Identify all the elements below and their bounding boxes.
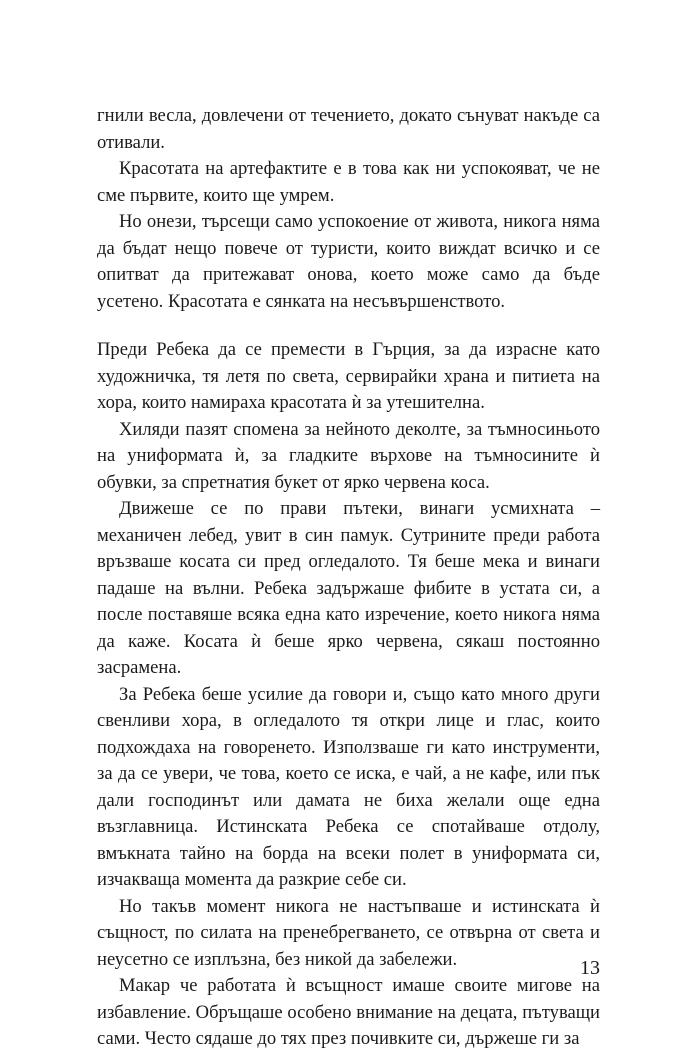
text-section-1: [97, 103, 600, 315]
paragraph: Но онези, търсещи само успокоение от живота, никога няма да бъдат нещо повече от туристи, които виждат всичко и се опитват да притежават онова, което може само да бъде усетено. Красотата е сянката на несъвършенството.: [97, 211, 600, 312]
text-section-2: [97, 337, 600, 1053]
paragraph: Макар че работата ѝ всъщност имаше своите мигове на избавление. Обръщаше особено внимание на децата, пътуващи сами. Често сядаше до тях през почивките си, държеше ги за: [97, 975, 600, 1049]
paragraph: Движеше се по прави пътеки, винаги усмихната – механичен лебед, увит в син памук. Сутрините преди работа връзваше косата си пред огледалото. Тя беше мека и винаги падаше на вълни. Ребека задържаше фибите в устата си, а после поставяше всяка една като изречение, което никога няма да каже. Косата ѝ беше ярко червена, сякаш постоянно засрамена.: [97, 498, 600, 678]
paragraph: Красотата на артефактите е в това как ни успокояват, че не сме първите, които ще умрем.: [97, 158, 600, 206]
paragraph: Преди Ребека да се премести в Гърция, за да израсне като художничка, тя летя по света, сервирайки храна и питиета на хора, които намираха красотата ѝ за утешителна.: [97, 339, 600, 413]
paragraph: гнили весла, довлечени от течението, докато сънуват накъде са отивали.: [97, 105, 600, 153]
page-number: 13: [580, 957, 600, 979]
paragraph: Но такъв момент никога не настъпваше и истинската ѝ същност, по силата на пренебрегването, се отвърна от света и неусетно се изплъзна, без никой да забележи.: [97, 895, 600, 970]
paragraph: За Ребека беше усилие да говори и, също като много други свенливи хора, в огледалото тя откри лице и глас, които подхождаха на говоренето. Използваше ги като инструменти, за да се увери, че това, което се иска, е чай, а не кафе, или пък дали господинът или дамата не биха желали още една възглавница. Истинската Ребека се спотайваше отдолу, вмъкната тайно на борда на всеки полет в униформата си, изчакваща момента да разкрие себе си.: [97, 683, 600, 890]
paragraph: Хиляди пазят спомена за нейното деколте, за тъмносиньото на униформата ѝ, за гладките върхове на тъмносините ѝ обувки, за спретнатия букет от ярко червена коса.: [97, 418, 600, 493]
